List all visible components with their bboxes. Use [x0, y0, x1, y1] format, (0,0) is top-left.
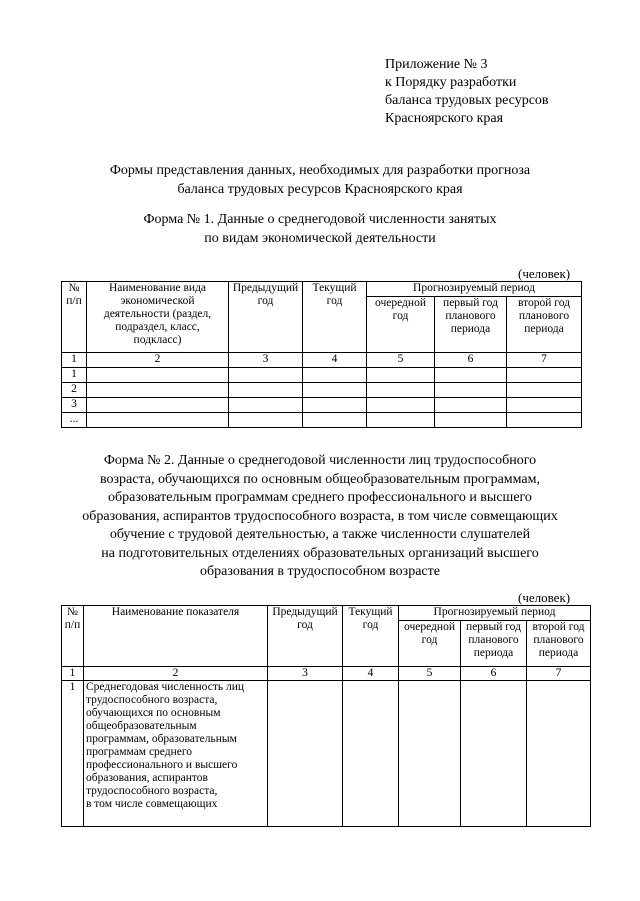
header-num: № п/п	[62, 606, 84, 667]
column-numbers-row	[62, 667, 591, 681]
header-name: Наименование показателя	[84, 606, 268, 667]
appendix-line: Приложение № 3	[385, 57, 488, 72]
header-next-year: очередной год	[399, 621, 461, 667]
form2-title-line: образования в трудоспособном возрасте	[200, 564, 440, 579]
form2-title	[0, 452, 640, 582]
table-row	[62, 368, 582, 383]
header-prev-year: Предыдущий год	[268, 606, 343, 667]
col-number: 1	[62, 353, 87, 368]
header-prev-year: Предыдущий год	[229, 282, 303, 353]
form1-title-line: по видам экономической деятельности	[204, 230, 436, 246]
header-first-plan-year: первый год планового периода	[461, 621, 527, 667]
header-next-year: очередной год	[367, 297, 435, 353]
form2-unit: (человек)	[518, 590, 571, 605]
title-line: Формы представления данных, необходимых для разработки прогноза	[109, 163, 531, 178]
indicator-name: Среднегодовая численность лиц трудоспособного возраста, обучающихся по основным общеобразовательным программам, образовательным программам среднего профессионального и высшего образования, аспирантов трудоспособного возраста, в том числе совмещающих	[84, 681, 268, 827]
header-num: № п/п	[62, 282, 87, 353]
form1-title-line: Форма № 1. Данные о среднегодовой численности занятых	[143, 212, 497, 227]
form1-title	[0, 211, 640, 248]
col-number: 5	[367, 353, 435, 368]
appendix-line: Красноярского края	[385, 111, 504, 126]
col-number: 7	[527, 667, 591, 681]
col-number: 3	[268, 667, 343, 681]
row-number: 2	[62, 383, 87, 398]
col-number: 7	[507, 353, 582, 368]
form2-title-line: обучение с трудовой деятельностью, а также численности слушателей	[109, 527, 531, 542]
form2-title-line: на подготовительных отделениях образовательных организаций высшего	[101, 545, 539, 561]
column-numbers-row	[62, 353, 582, 368]
form1-unit: (человек)	[518, 266, 571, 281]
form2-title-line: Форма № 2. Данные о среднегодовой численности лиц трудоспособного	[103, 453, 537, 468]
header-forecast: Прогнозируемый период	[367, 282, 582, 297]
col-number: 5	[399, 667, 461, 681]
header-current-year: Текущий год	[343, 606, 399, 667]
form1-table	[61, 281, 582, 428]
col-number: 2	[84, 667, 268, 681]
form2-table	[61, 605, 591, 827]
col-number: 4	[303, 353, 367, 368]
appendix-block	[385, 56, 549, 128]
header-current-year: Текущий год	[303, 282, 367, 353]
header-second-plan-year: второй год планового периода	[507, 297, 582, 353]
header-first-plan-year: первый год планового периода	[435, 297, 507, 353]
form2-title-line: возраста, обучающихся по основным общеобразовательным программам,	[99, 471, 540, 487]
col-number: 4	[343, 667, 399, 681]
header-second-plan-year: второй год планового периода	[527, 621, 591, 667]
document-title	[0, 162, 640, 199]
appendix-line: к Порядку разработки	[385, 75, 517, 90]
row-number: ...	[62, 413, 87, 428]
form2-title-line: образовательным программам среднего профессионального и высшего	[108, 490, 532, 505]
row-number: 1	[62, 368, 87, 383]
col-number: 6	[435, 353, 507, 368]
header-forecast: Прогнозируемый период	[399, 606, 591, 621]
col-number: 1	[62, 667, 84, 681]
col-number: 2	[87, 353, 229, 368]
row-number: 1	[62, 681, 84, 827]
table-row	[62, 413, 582, 428]
appendix-line: баланса трудовых ресурсов	[385, 93, 549, 108]
row-number: 3	[62, 398, 87, 413]
table-row	[62, 681, 591, 827]
table-row	[62, 398, 582, 413]
header-name: Наименование вида экономической деятельности (раздел, подраздел, класс, подкласс)	[87, 282, 229, 353]
table-row	[62, 383, 582, 398]
col-number: 6	[461, 667, 527, 681]
title-line: баланса трудовых ресурсов Красноярского края	[177, 181, 463, 197]
form2-title-line: образования, аспирантов трудоспособного возраста, в том числе совмещающих	[82, 508, 558, 524]
col-number: 3	[229, 353, 303, 368]
